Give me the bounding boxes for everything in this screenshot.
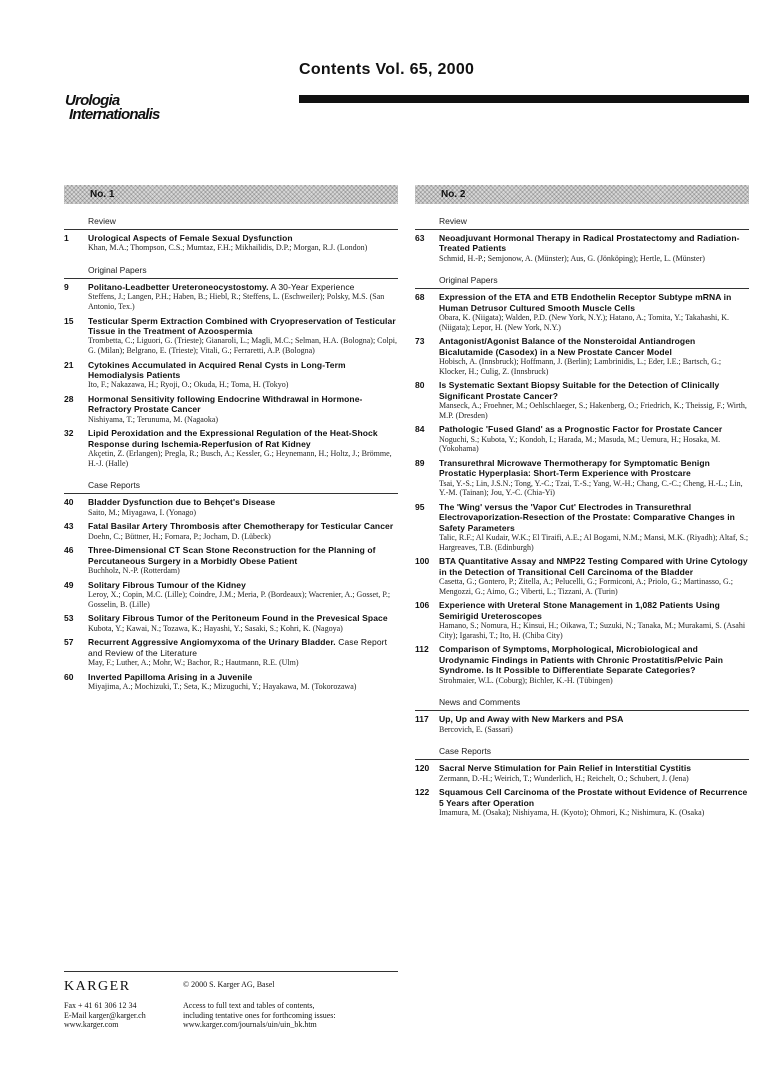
access-info-line: Access to full text and tables of contents,: [183, 1001, 315, 1010]
entry-body: [88, 497, 398, 517]
entry-body: [88, 580, 398, 610]
fax-number: Fax + 41 61 306 12 34: [64, 1001, 137, 1010]
article-authors: Manseck, A.; Froehner, M.; Oehlschlaeger, S.; Hakenberg, O.; Friedrich, K.; Theissig, F.; Wirth, M.P. (Dresden): [439, 401, 747, 420]
access-info-line: including tentative ones for forthcoming issues:: [183, 1010, 336, 1020]
article-authors: Doehn, C.; Büttner, H.; Fornara, P.; Jocham, D. (Lübeck): [88, 531, 271, 541]
article-authors: Imamura, M. (Osaka); Nishiyama, H. (Kyoto); Ohmori, K.; Nishimura, K. (Osaka): [439, 808, 705, 818]
article-title[interactable]: [88, 613, 398, 623]
page-number: 80: [415, 380, 425, 391]
article-title-text: Transurethral Microwave Thermotherapy for Symptomatic Benign Prostatic Hyperplasia: Short-Term Experience with Prostcare: [439, 458, 710, 479]
article-title[interactable]: [88, 360, 398, 381]
article-title[interactable]: [439, 763, 749, 773]
article-authors: Obara, K. (Niigata); Walden, P.D. (New York, N.Y.); Hatano, A.; Tomita, Y.; Takahashi, K. (Niigata); Lepor, H. (New York, N.Y.): [439, 313, 730, 332]
entry-body: [439, 233, 749, 263]
article-title-text: Solitary Fibrous Tumor of the Peritoneum Found in the Prevesical Space: [88, 613, 388, 624]
article-authors: Zermann, D.-H.; Weirich, T.; Wunderlich, H.; Reichelt, O.; Schubert, J. (Jena): [439, 773, 689, 783]
toc-entry: [415, 424, 749, 454]
toc-entry: [415, 233, 749, 263]
article-title[interactable]: [88, 316, 398, 337]
article-title-text: Bladder Dysfunction due to Behçet's Disease: [88, 497, 276, 508]
article-title[interactable]: [439, 644, 749, 675]
article-title-text: Cytokines Accumulated in Acquired Renal Cysts in Long-Term Hemodialysis Patients: [88, 359, 346, 380]
page-number: 28: [64, 394, 74, 404]
page-title: Contents Vol. 65, 2000: [299, 61, 475, 78]
issue-number: No. 2: [415, 185, 749, 204]
toc-entry: [415, 763, 749, 783]
article-authors: Khan, M.A.; Thompson, C.S.; Mumtaz, F.H.; Mikhailidis, D.P.; Morgan, R.J. (London): [88, 243, 368, 253]
section-heading: News and Comments: [415, 697, 749, 711]
toc-entry: [64, 316, 398, 356]
article-title-text: Expression of the ETA and ETB Endothelin Receptor Subtype mRNA in Human Detrusor Cultured Smooth Muscle Cells: [439, 292, 732, 313]
entry-body: [439, 502, 749, 552]
article-title-text: Neoadjuvant Hormonal Therapy in Radical Prostatectomy and Radiation-Treated Patients: [439, 233, 740, 254]
article-title[interactable]: [88, 580, 398, 590]
entry-body: [88, 360, 398, 390]
article-subtitle: A 30-Year Experience: [268, 282, 355, 292]
article-title-text: Antagonist/Agonist Balance of the Nonsteroidal Antiandrogen Bicalutamide (Casodex) in a New Prostate Cancer Model: [439, 336, 696, 357]
page-number: 40: [64, 497, 74, 508]
section-heading: Review: [64, 216, 398, 230]
article-title[interactable]: [439, 458, 749, 479]
page-number: 117: [415, 714, 429, 725]
article-authors: Leroy, X.; Copin, M.C. (Lille); Coindre, J.M.; Meria, P. (Bordeaux); Wacrenier, A.; Gosset, P.; Gosselin, B. (Lille): [88, 590, 391, 609]
article-title-text: Hormonal Sensitivity following Endocrine Withdrawal in Hormone-Refractory Prostate Cancer: [88, 394, 363, 415]
article-title-text: Pathologic 'Fused Gland' as a Prognostic Factor for Prostate Cancer: [439, 424, 723, 435]
article-title[interactable]: [88, 497, 398, 507]
entry-body: [439, 336, 749, 376]
article-authors: Hamano, S.; Nomura, H.; Kinsui, H.; Oikawa, T.; Suzuki, N.; Tanaka, M.; Murakami, S. (Asahi City); Igarashi, T.; Ito, H. (Chiba City): [439, 621, 746, 640]
entry-body: [439, 763, 749, 783]
article-authors: Tsai, Y.-S.; Lin, J.S.N.; Tong, Y.-C.; Tzai, T.-S.; Yang, W.-H.; Chang, C.-C.; Cheng, H.-L.; Lin, Y.-M. (Tainan); Jou, Y.-C. (Chia-Yi): [439, 478, 743, 498]
entry-body: [88, 428, 398, 468]
toc-entry: [415, 714, 749, 734]
page-number: 60: [64, 671, 74, 682]
footer-rule: [64, 971, 398, 972]
article-authors: Miyajima, A.; Mochizuki, T.; Seta, K.; Mizuguchi, Y.; Hayakawa, M. (Tokorozawa): [88, 682, 357, 692]
journal-logo: [65, 94, 160, 122]
entry-body: [88, 521, 398, 541]
toc-entry: [64, 282, 398, 312]
page-number: 1: [64, 233, 69, 243]
entry-body: [439, 787, 749, 817]
page-number: 46: [64, 545, 74, 556]
toc-entry: [64, 613, 398, 633]
article-authors: Akçetin, Z. (Erlangen); Pregla, R.; Busch, A.; Kessler, G.; Heynemann, H.; Holtz, J.; Brömme, H.-J. (Halle): [88, 449, 392, 468]
entry-body: [88, 637, 398, 667]
toc-entry: [64, 233, 398, 253]
article-title[interactable]: [439, 292, 749, 313]
article-title-text: Politano-Leadbetter Ureteroneocystostomy.: [88, 282, 269, 292]
article-title[interactable]: [439, 380, 749, 401]
toc-entry: [64, 497, 398, 517]
page-number: 120: [415, 763, 430, 774]
article-title[interactable]: [439, 502, 749, 533]
entry-body: [88, 672, 398, 692]
article-title[interactable]: [439, 556, 749, 577]
article-title-text: Testicular Sperm Extraction Combined with Cryopreservation of Testicular Tissue in the Treatment of Azoospermia: [88, 315, 396, 336]
article-authors: Schmid, H.-P.; Semjonow, A. (Münster); Aus, G. (Jönköping); Hertle, L. (Münster): [439, 253, 705, 263]
page-number: 84: [415, 424, 425, 435]
toc-entry: [64, 521, 398, 541]
article-authors: Kubota, Y.; Kawai, N.; Tozawa, K.; Hayashi, Y.; Sasaki, S.; Kohri, K. (Nagoya): [88, 623, 343, 633]
issue-column-2: [415, 185, 749, 822]
article-title[interactable]: [439, 424, 749, 434]
entry-body: [88, 394, 398, 424]
article-title-text: BTA Quantitative Assay and NMP22 Testing Compared with Urine Cytology in the Detection of Transitional Cell Carcinoma of the Bladder: [439, 556, 748, 577]
toc-entry: [415, 787, 749, 817]
article-title-text: Recurrent Aggressive Angiomyxoma of the Urinary Bladder.: [88, 637, 336, 648]
entry-body: [439, 556, 749, 596]
toc-entry: [415, 600, 749, 640]
page-number: 100: [415, 556, 430, 567]
article-authors: Noguchi, S.; Kubota, Y.; Kondoh, I.; Harada, M.; Masuda, M.; Uemura, H.; Hosaka, M. (Yokohama): [439, 434, 721, 454]
page-number: 63: [415, 233, 425, 243]
article-title-text: Comparison of Symptoms, Morphological, Microbiological and Urodynamic Findings in Patients with Chronic Prostatitis/Pelvic Pain Syndrome. Is It Possible to Differentiate Separate Categories?: [439, 644, 724, 676]
entry-body: [439, 380, 749, 420]
article-authors: Casetta, G.; Gontero, P.; Zitella, A.; Pelucelli, G.; Formiconi, A.; Priolo, G.; Martinasso, G.; Mengozzi, G.; Aimo, G.; Viberti, L.; Tizzani, A. (Turin): [439, 577, 733, 596]
toc-entry: [64, 637, 398, 667]
entry-body: [88, 613, 398, 633]
article-title-text: Inverted Papilloma Arising in a Juvenile: [88, 671, 253, 682]
toc-entry: [415, 644, 749, 685]
entry-body: [439, 458, 749, 498]
page-number: 57: [64, 637, 74, 648]
access-info: [183, 1001, 398, 1030]
entry-body: [88, 316, 398, 356]
article-authors: Ito, F.; Nakazawa, H.; Ryoji, O.; Okuda, H.; Toma, H. (Tokyo): [88, 380, 289, 390]
toc-entry: [415, 336, 749, 376]
article-title[interactable]: [88, 637, 398, 658]
journal-name-line1: Urologia: [65, 92, 120, 109]
toc-entry: [415, 458, 749, 498]
article-authors: Steffens, J.; Langen, P.H.; Haben, B.; Hiebl, R.; Steffens, L. (Eschweiler); Polsky, M.S. (San Antonio, Tex.): [88, 292, 385, 311]
article-authors: Hobisch, A. (Innsbruck); Hoffmann, J. (Berlin); Lambrinidis, L.; Eder, I.E.; Bartsch, G.; Klocker, H.; Culig, Z. (Innsbruck): [439, 357, 722, 376]
entry-body: [88, 282, 398, 312]
page-number: 49: [64, 579, 74, 590]
section-heading: Case Reports: [64, 480, 398, 494]
article-title-text: Squamous Cell Carcinoma of the Prostate without Evidence of Recurrence 5 Years after Operation: [439, 787, 748, 808]
publisher-website: www.karger.com: [64, 1020, 119, 1029]
toc-entry: [415, 502, 749, 552]
article-title-text: Lipid Peroxidation and the Expressional Regulation of the Heat-Shock Response during Ischemia-Reperfusion of Rat Kidney: [88, 428, 378, 449]
article-title[interactable]: [439, 600, 749, 621]
toc-entry: [64, 545, 398, 575]
page-number: 21: [64, 359, 74, 370]
toc-entry: [415, 556, 749, 596]
toc-entry: [64, 580, 398, 610]
article-title-text: Fatal Basilar Artery Thrombosis after Chemotherapy for Testicular Cancer: [88, 521, 394, 532]
entry-body: [439, 424, 749, 454]
publisher-contact: [64, 1001, 146, 1030]
page-number: 68: [415, 292, 425, 303]
article-title-text: Three-Dimensional CT Scan Stone Reconstruction for the Planning of Percutaneous Surgery in a Morbidly Obese Patient: [88, 545, 376, 566]
page-number: 89: [415, 458, 425, 468]
toc-entry: [64, 672, 398, 692]
article-title[interactable]: [439, 787, 749, 808]
article-title-text: Solitary Fibrous Tumour of the Kidney: [88, 579, 246, 590]
section-heading: Case Reports: [415, 746, 749, 760]
entry-body: [88, 233, 398, 253]
section-heading: Review: [415, 216, 749, 230]
article-authors: Strohmaier, W.L. (Coburg); Bichler, K.-H. (Tübingen): [439, 675, 613, 685]
publisher-logo: KARGER: [64, 979, 131, 994]
access-url[interactable]: www.karger.com/journals/uin/uin_bk.htm: [183, 1020, 317, 1029]
article-authors: Talic, R.F.; Al Kudair, W.K.; El Tiraifi, A.E.; Al Bogami, N.M.; Mansi, M.K. (Riyadh); Altaf, S.; Hargreaves, T.B. (Edinburgh): [439, 533, 749, 552]
page-number: 95: [415, 502, 425, 512]
article-title[interactable]: [88, 521, 398, 531]
article-title-text: Sacral Nerve Stimulation for Pain Relief in Interstitial Cystitis: [439, 763, 692, 774]
page-number: 15: [64, 315, 74, 326]
section-heading: Original Papers: [415, 275, 749, 289]
toc-entry: [415, 380, 749, 420]
entry-body: [88, 545, 398, 575]
entry-body: [439, 600, 749, 640]
article-title[interactable]: [88, 282, 398, 292]
page-number: 112: [415, 644, 429, 655]
toc-entry: [415, 292, 749, 332]
article-subtitle: Case Report and Review of the Literature: [88, 637, 388, 658]
article-authors: Trombetta, C.; Liguori, G. (Trieste); Gianaroli, L.; Magli, M.C.; Selman, H.A. (Bologna); Colpi, G. (Milan); Belgrano, E. (Trieste); Vitali, G.; Ferraretti, A.P. (Bologna): [88, 336, 397, 355]
article-title-text: Experience with Ureteral Stone Management in 1,082 Patients Using Semirigid Ureteroscopes: [439, 600, 720, 621]
entry-body: [439, 714, 749, 734]
page-number: 73: [415, 336, 425, 347]
copyright-notice: © 2000 S. Karger AG, Basel: [183, 980, 275, 989]
entry-body: [439, 644, 749, 685]
page-number: 53: [64, 613, 74, 624]
article-title-text: Is Systematic Sextant Biopsy Suitable for the Detection of Clinically Significant Prostate Cancer?: [439, 380, 720, 401]
article-title-text: Up, Up and Away with New Markers and PSA: [439, 714, 624, 725]
page-number: 122: [415, 787, 430, 798]
article-title[interactable]: [88, 672, 398, 682]
page-number: 9: [64, 282, 69, 292]
article-title[interactable]: [439, 714, 749, 724]
page-number: 106: [415, 600, 430, 611]
section-heading: Original Papers: [64, 265, 398, 279]
article-authors: Nishiyama, T.; Terunuma, M. (Nagaoka): [88, 414, 219, 424]
toc-entry: [64, 428, 398, 468]
toc-entry: [64, 394, 398, 424]
page-number: 43: [64, 521, 74, 532]
article-title-text: Urological Aspects of Female Sexual Dysfunction: [88, 233, 293, 243]
article-title-text: The 'Wing' versus the 'Vapor Cut' Electrodes in Transurethral Electrovaporization-Resection of the Prostate: Comparative Changes in Safety Parameters: [439, 502, 735, 533]
article-title[interactable]: [88, 545, 398, 566]
title-rule: [299, 95, 749, 103]
article-authors: Saito, M.; Miyagawa, I. (Yonago): [88, 507, 197, 517]
article-title[interactable]: [88, 233, 398, 243]
entry-body: [439, 292, 749, 332]
article-authors: May, F.; Luther, A.; Mohr, W.; Bachor, R.; Hautmann, R.E. (Ulm): [88, 658, 299, 668]
issue-column-1: [64, 185, 398, 696]
page-number: 32: [64, 428, 74, 439]
toc-entry: [64, 360, 398, 390]
article-authors: Bercovich, E. (Sassari): [439, 724, 513, 734]
article-title[interactable]: [88, 394, 398, 415]
article-title[interactable]: [439, 233, 749, 254]
article-authors: Buchholz, N.-P. (Rotterdam): [88, 566, 180, 576]
article-title[interactable]: [439, 336, 749, 357]
journal-name-line2: Internationalis: [69, 106, 160, 123]
email-address: E-Mail karger@karger.ch: [64, 1010, 146, 1020]
issue-number: No. 1: [64, 185, 398, 204]
article-title[interactable]: [88, 428, 398, 449]
